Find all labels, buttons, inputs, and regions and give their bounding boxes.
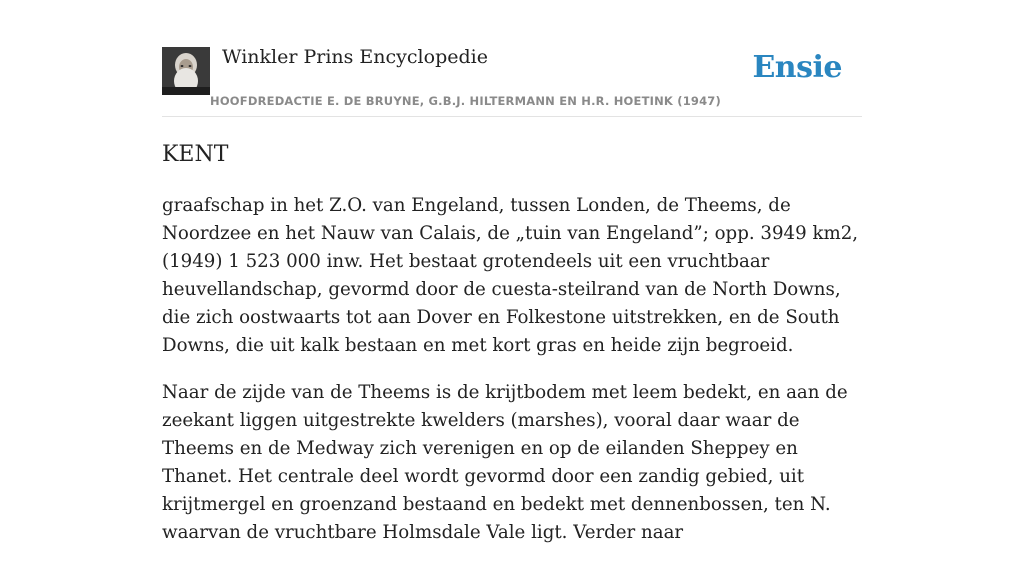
article-paragraph-2: Naar de zijde van de Theems is de krijtbodem met leem bedekt, en aan de zeekant liggen uitgestrekte kwelders (marshes), vooral daar waar de Theems en de Medway zich verenigen en op de eilanden Sheppey en Thanet. Het centrale deel wordt gevormd door een zandig gebied, uit krijtmergel en groenzand bestaand en bedekt met dennenbossen, ten N. waarvan de vruchtbare Holmsdale Vale ligt. Verder naar xyxy=(162,382,848,543)
editors-line: HOOFDREDACTIE E. DE BRUYNE, G.B.J. HILTERMANN EN H.R. HOETINK (1947) xyxy=(210,94,721,108)
avatar[interactable] xyxy=(162,47,210,95)
article xyxy=(162,140,866,566)
brand-logo[interactable]: Ensie xyxy=(752,50,842,85)
site-header xyxy=(162,0,862,117)
article-title: KENT xyxy=(162,142,229,167)
article-paragraph-1: graafschap in het Z.O. van Engeland, tussen Londen, de Theems, de Noordzee en het Nauw van Calais, de „tuin van Engeland”; opp. 3949 km2, (1949) 1 523 000 inw. Het bestaat grotendeels uit een vruchtbaar heuvellandschap, gevormd door de cuesta-steilrand van de North Downs, die zich oostwaarts tot aan Dover en Folkestone uitstrekken, en de South Downs, die uit kalk bestaan en met kort gras en heide zijn begroeid. xyxy=(162,195,859,356)
site-title[interactable]: Winkler Prins Encyclopedie xyxy=(222,46,488,68)
portrait-icon xyxy=(162,47,210,95)
